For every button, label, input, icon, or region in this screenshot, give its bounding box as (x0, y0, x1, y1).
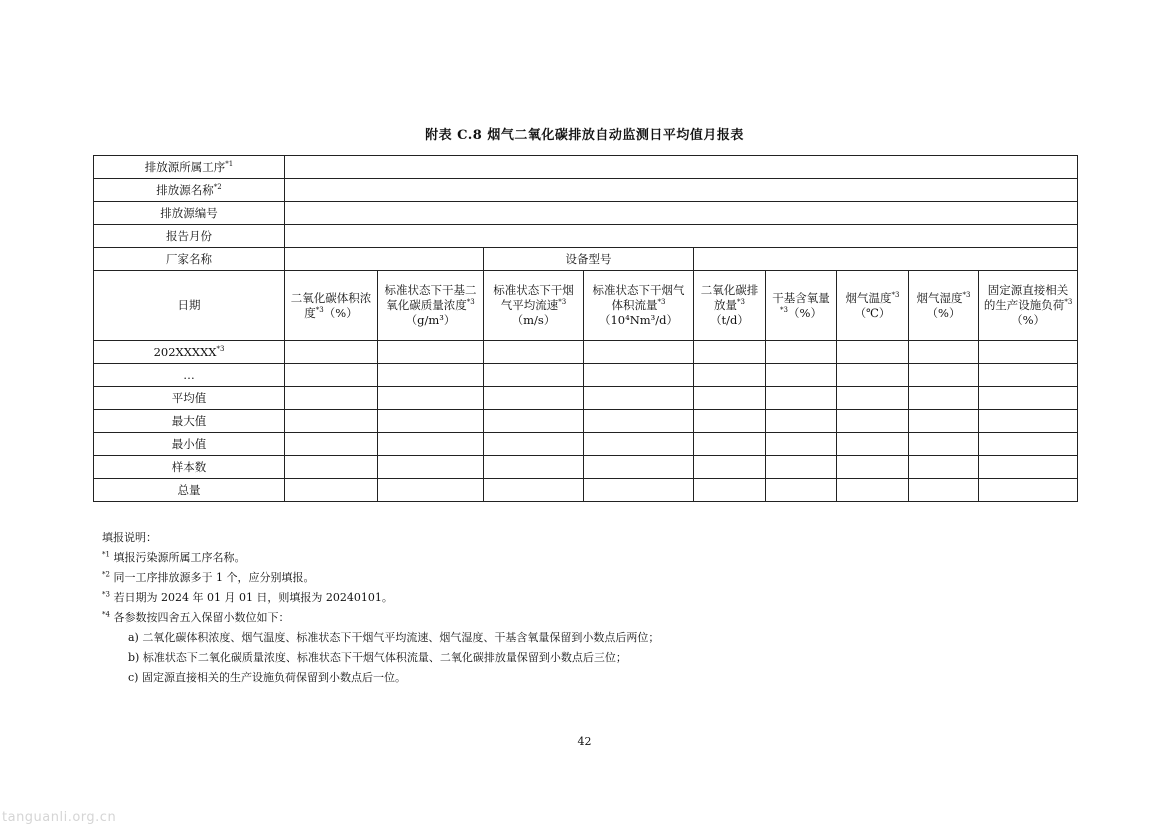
data-cell[interactable] (378, 364, 484, 387)
data-cell[interactable] (285, 387, 378, 410)
data-cell[interactable] (837, 479, 909, 502)
data-cell[interactable] (285, 433, 378, 456)
data-cell[interactable] (766, 387, 837, 410)
data-cell[interactable] (979, 456, 1078, 479)
value-cell[interactable] (285, 202, 1078, 225)
row-label: 最大值 (94, 410, 285, 433)
value-cell[interactable] (285, 156, 1078, 179)
header-flue-gas-temperature: 烟气温度$^{*3}$（℃） (837, 271, 909, 341)
row-label: 报告月份 (94, 225, 285, 248)
table-row (94, 341, 1078, 364)
data-cell[interactable] (909, 479, 979, 502)
model-value-cell[interactable] (694, 248, 1078, 271)
row-label: 样本数 (94, 456, 285, 479)
row-label: 最小值 (94, 433, 285, 456)
data-cell[interactable] (837, 433, 909, 456)
data-cell[interactable] (584, 341, 694, 364)
data-cell[interactable] (584, 479, 694, 502)
data-cell[interactable] (694, 456, 766, 479)
header-facility-load: 固定源直接相关的生产设施负荷$^{*3}$（%） (979, 271, 1078, 341)
manufacturer-row (94, 248, 1078, 271)
info-row (94, 225, 1078, 248)
data-cell[interactable] (584, 387, 694, 410)
data-cell[interactable] (484, 456, 584, 479)
manufacturer-label: 厂家名称 (94, 248, 285, 271)
data-cell[interactable] (909, 364, 979, 387)
data-cell[interactable] (484, 479, 584, 502)
note-item: $^{*1}$ 填报污染源所属工序名称。 (102, 550, 246, 564)
row-label: 排放源编号 (94, 202, 285, 225)
watermark: tanguanli.org.cn (2, 810, 117, 825)
data-cell[interactable] (837, 341, 909, 364)
table-title: 附表 C.8 烟气二氧化碳排放自动监测日平均值月报表 (425, 128, 744, 143)
data-cell[interactable] (909, 410, 979, 433)
data-cell[interactable] (837, 456, 909, 479)
row-label: 202XXXXX$^{*3}$ (94, 341, 285, 364)
data-cell[interactable] (584, 364, 694, 387)
data-cell[interactable] (766, 364, 837, 387)
header-flue-gas-humidity: 烟气湿度$^{*3}$（%） (909, 271, 979, 341)
data-cell[interactable] (909, 387, 979, 410)
data-cell[interactable] (484, 341, 584, 364)
header-flue-gas-volume-flow: 标准状态下干烟气体积流量$^{*3}$（10⁴Nm³/d） (584, 271, 694, 341)
info-row (94, 179, 1078, 202)
data-cell[interactable] (584, 456, 694, 479)
column-header-row (94, 271, 1078, 341)
header-co2-volume-concentration: 二氧化碳体积浓度$^{*3}$（%） (285, 271, 378, 341)
data-cell[interactable] (979, 410, 1078, 433)
data-cell[interactable] (979, 433, 1078, 456)
data-cell[interactable] (285, 410, 378, 433)
table-row (94, 433, 1078, 456)
row-label: 总量 (94, 479, 285, 502)
data-cell[interactable] (979, 364, 1078, 387)
note-subitem: b) 标准状态下二氧化碳质量浓度、标准状态下干烟气体积流量、二氧化碳排放量保留到小数点后三位； (128, 651, 627, 664)
data-cell[interactable] (694, 479, 766, 502)
data-cell[interactable] (285, 341, 378, 364)
notes-heading: 填报说明： (102, 531, 157, 544)
data-cell[interactable] (909, 341, 979, 364)
row-label: 排放源名称$^{*2}$ (94, 179, 285, 202)
row-label: 排放源所属工序$^{*1}$ (94, 156, 285, 179)
table-row (94, 410, 1078, 433)
table-row (94, 479, 1078, 502)
data-cell[interactable] (837, 387, 909, 410)
value-cell[interactable] (285, 225, 1078, 248)
data-cell[interactable] (378, 456, 484, 479)
data-cell[interactable] (766, 456, 837, 479)
manufacturer-value-cell[interactable] (285, 248, 484, 271)
data-cell[interactable] (378, 433, 484, 456)
data-cell[interactable] (979, 341, 1078, 364)
data-cell[interactable] (694, 410, 766, 433)
page-number: 42 (577, 735, 592, 748)
header-co2-mass-concentration: 标准状态下干基二氧化碳质量浓度$^{*3}$（g/m³） (378, 271, 484, 341)
data-cell[interactable] (979, 387, 1078, 410)
data-cell[interactable] (484, 387, 584, 410)
data-cell[interactable] (378, 387, 484, 410)
data-cell[interactable] (694, 364, 766, 387)
note-subitem: a) 二氧化碳体积浓度、烟气温度、标准状态下干烟气平均流速、烟气湿度、干基含氧量保留到小数点后两位； (128, 631, 660, 644)
data-cell[interactable] (909, 456, 979, 479)
table-row (94, 364, 1078, 387)
data-cell[interactable] (584, 410, 694, 433)
row-label: … (94, 364, 285, 387)
data-cell[interactable] (766, 410, 837, 433)
note-item: $^{*2}$ 同一工序排放源多于 1 个，应分别填报。 (102, 570, 315, 584)
data-cell[interactable] (766, 341, 837, 364)
header-date: 日期 (94, 271, 285, 341)
filling-notes (102, 528, 1062, 688)
data-cell[interactable] (484, 433, 584, 456)
note-subitem: c) 固定源直接相关的生产设施负荷保留到小数点后一位。 (128, 671, 406, 684)
data-cell[interactable] (285, 364, 378, 387)
data-cell[interactable] (378, 410, 484, 433)
table-row (94, 456, 1078, 479)
data-cell[interactable] (837, 364, 909, 387)
header-flue-gas-velocity: 标准状态下干烟气平均流速$^{*3}$（m/s） (484, 271, 584, 341)
data-cell[interactable] (766, 479, 837, 502)
header-co2-emission: 二氧化碳排放量$^{*3}$（t/d） (694, 271, 766, 341)
header-dry-oxygen: 干基含氧量$^{*3}$（%） (766, 271, 837, 341)
model-label: 设备型号 (484, 248, 694, 271)
data-cell[interactable] (837, 410, 909, 433)
table-row (94, 387, 1078, 410)
row-label: 平均值 (94, 387, 285, 410)
data-cell[interactable] (909, 433, 979, 456)
data-cell[interactable] (694, 341, 766, 364)
data-cell[interactable] (694, 433, 766, 456)
note-item: $^{*4}$ 各参数按四舍五入保留小数位如下： (102, 610, 290, 624)
value-cell[interactable] (285, 179, 1078, 202)
data-cell[interactable] (484, 410, 584, 433)
data-cell[interactable] (979, 479, 1078, 502)
data-cell[interactable] (484, 364, 584, 387)
data-cell[interactable] (378, 341, 484, 364)
data-cell[interactable] (285, 479, 378, 502)
data-cell[interactable] (285, 456, 378, 479)
info-row (94, 202, 1078, 225)
note-item: $^{*3}$ 若日期为 2024 年 01 月 01 日，则填报为 20240101。 (102, 590, 393, 604)
data-cell[interactable] (378, 479, 484, 502)
data-cell[interactable] (694, 387, 766, 410)
info-row (94, 156, 1078, 179)
data-cell[interactable] (584, 433, 694, 456)
data-cell[interactable] (766, 433, 837, 456)
report-table (93, 155, 1078, 502)
